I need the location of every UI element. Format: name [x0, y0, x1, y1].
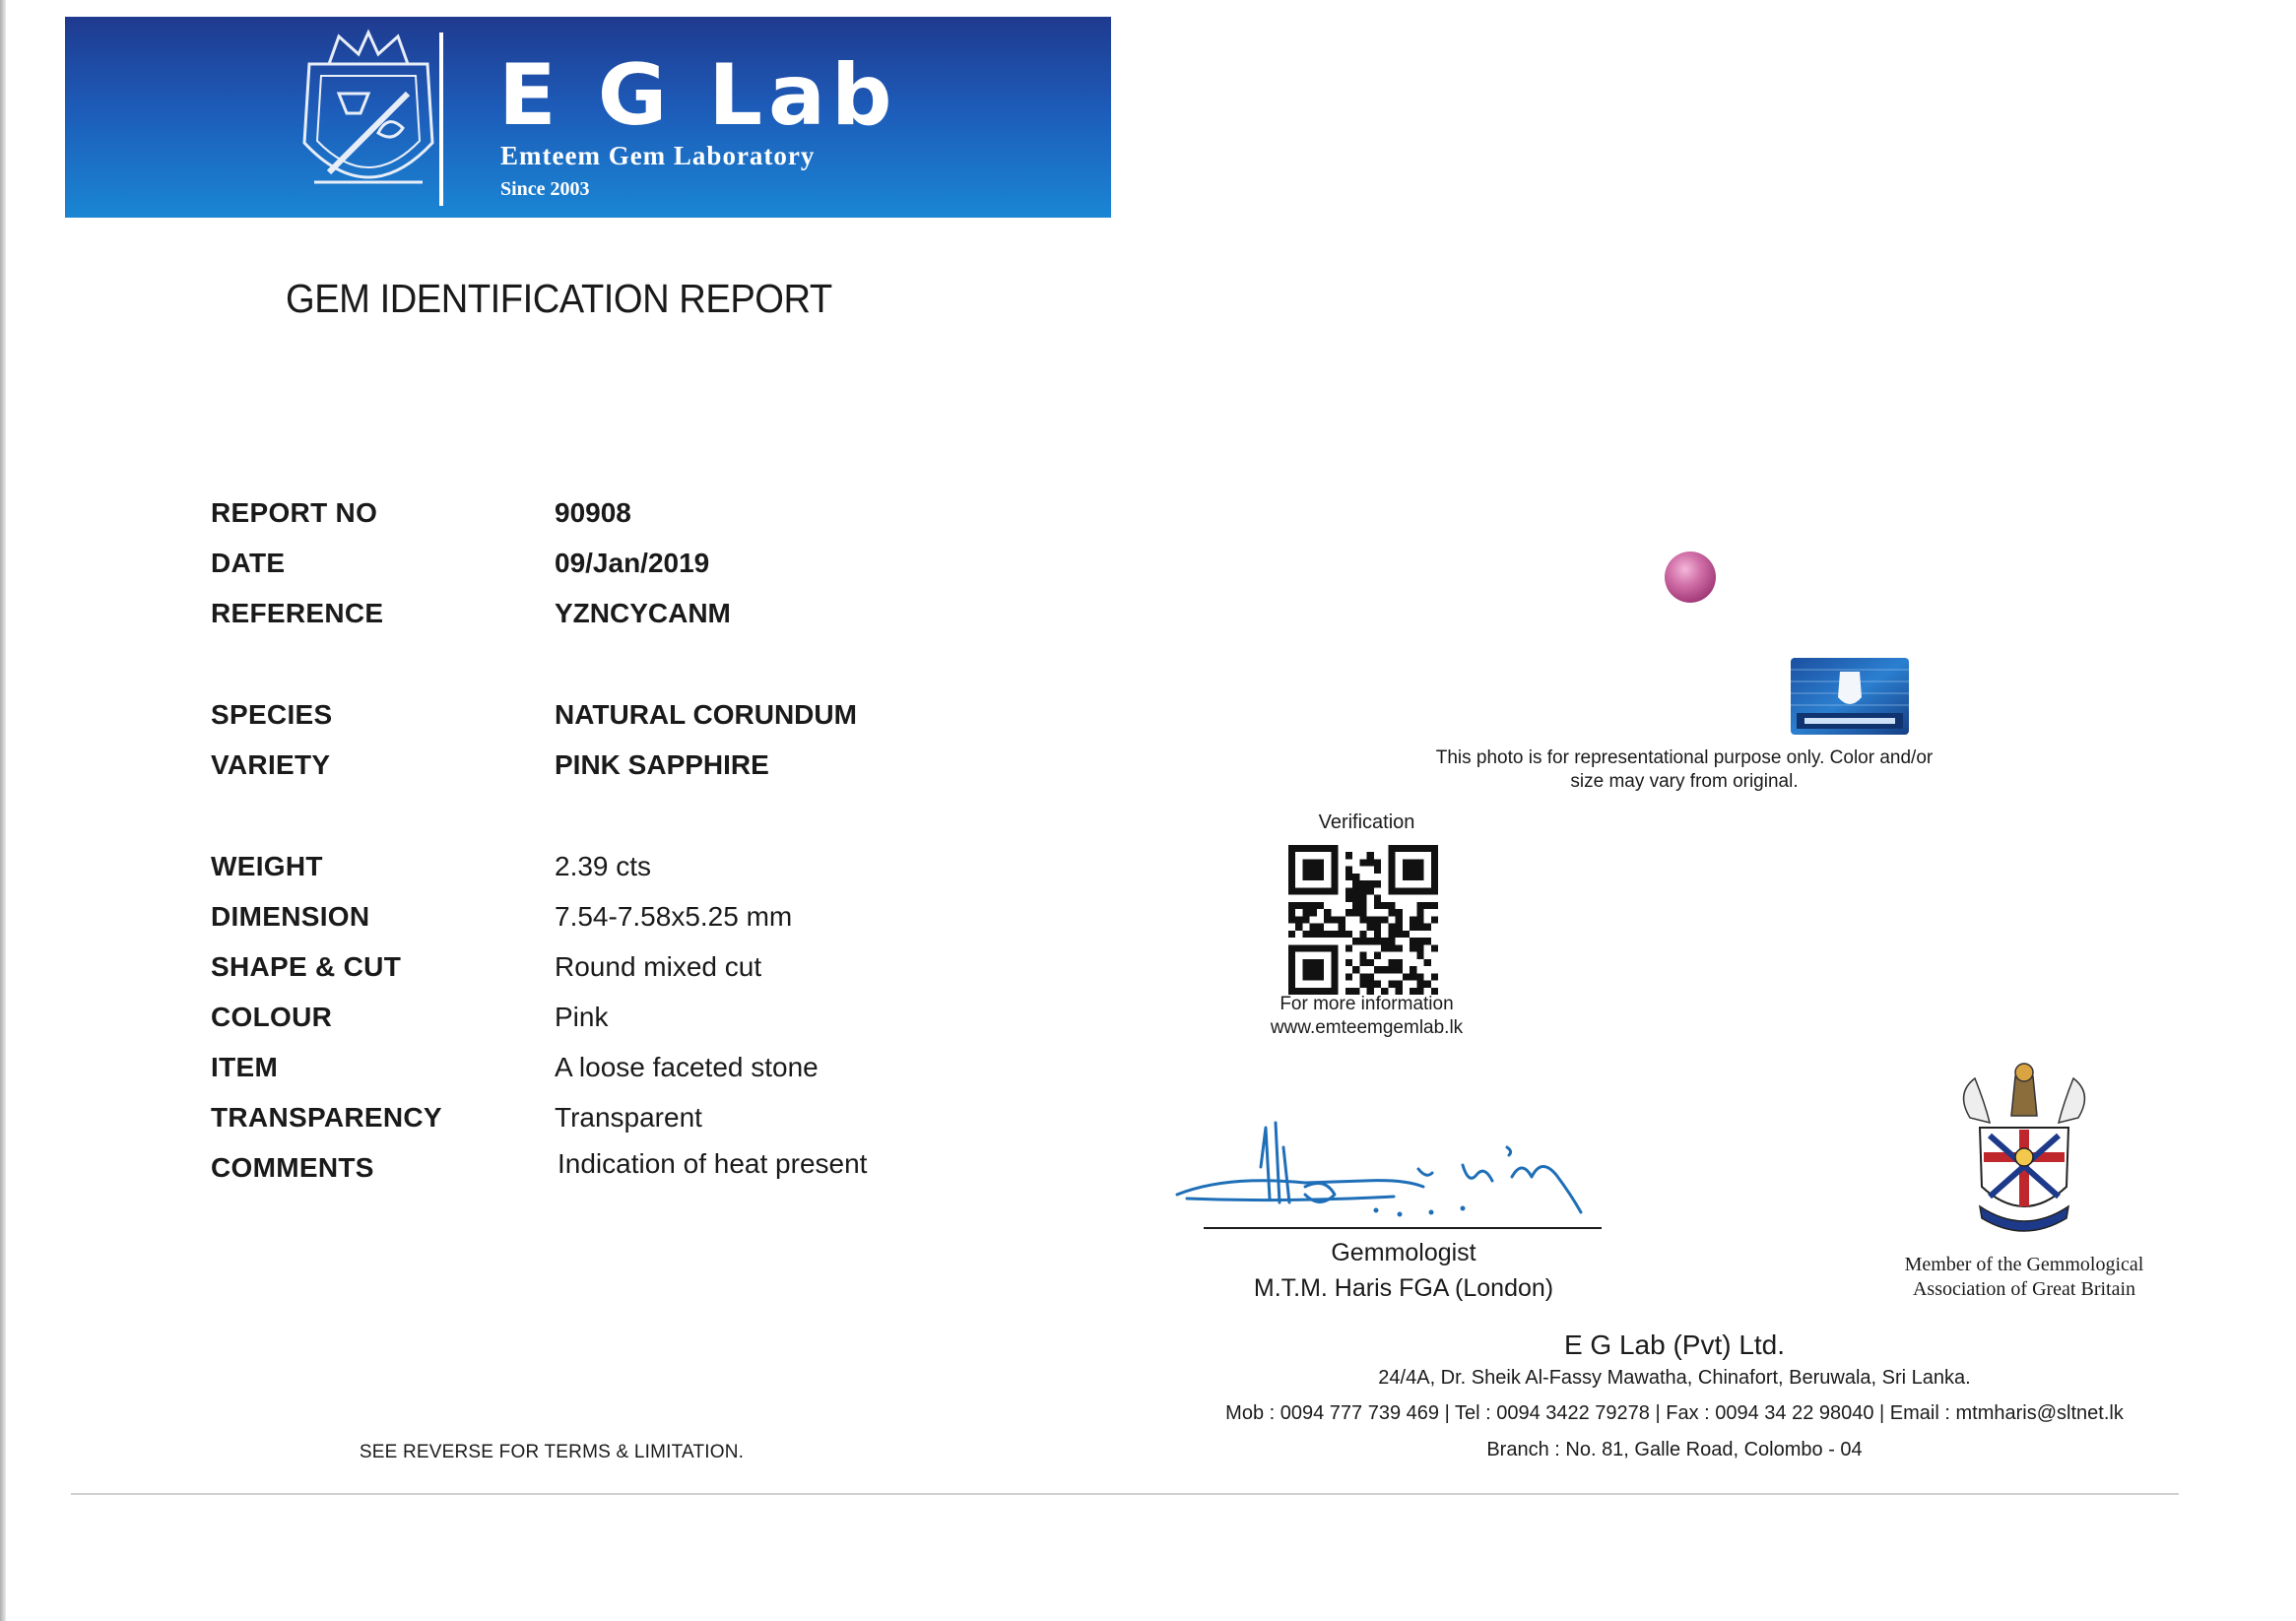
- signature-line: [1204, 1227, 1602, 1229]
- terms-note: SEE REVERSE FOR TERMS & LIMITATION.: [359, 1442, 745, 1462]
- detail-label-transparency: TRANSPARENCY: [211, 1102, 442, 1133]
- detail-label-weight: WEIGHT: [211, 851, 323, 881]
- lab-since: Since 2003: [500, 178, 590, 200]
- detail-label-species: SPECIES: [211, 699, 333, 730]
- detail-label-date: DATE: [211, 548, 286, 578]
- qr-code[interactable]: [1288, 845, 1438, 995]
- detail-value-shape-cut: Round mixed cut: [555, 951, 762, 982]
- detail-value-reference: YZNCYCANM: [555, 598, 731, 628]
- detail-label-variety: VARIETY: [211, 749, 331, 780]
- bottom-rule: [71, 1493, 2179, 1495]
- company-contacts: Mob : 0094 777 739 469 | Tel : 0094 3422 79278 | Fax : 0094 34 22 98040 | Email : mtmharis@sltnet.lk: [1225, 1402, 2124, 1424]
- photo-disclaimer-line-1: This photo is for representational purpose only. Color and/or: [1435, 747, 1934, 768]
- verification-label: Verification: [1318, 811, 1415, 833]
- detail-label-item: ITEM: [211, 1052, 279, 1082]
- company-address: 24/4A, Dr. Sheik Al-Fassy Mawatha, Chinafort, Beruwala, Sri Lanka.: [1378, 1367, 1971, 1389]
- header-banner: [65, 17, 1111, 218]
- gem-photo: [1665, 551, 1716, 603]
- gemmologist-role: Gemmologist: [1331, 1239, 1476, 1266]
- qr-more-info-text: For more information: [1279, 994, 1454, 1014]
- gemmologist-signature: [1167, 1108, 1620, 1226]
- lab-crest-icon: [270, 25, 467, 217]
- detail-value-transparency: Transparent: [555, 1102, 702, 1133]
- company-branch: Branch : No. 81, Galle Road, Colombo - 04: [1486, 1439, 1863, 1460]
- company-name: E G Lab (Pvt) Ltd.: [1563, 1329, 1786, 1360]
- detail-label-shape-cut: SHAPE & CUT: [211, 951, 402, 982]
- lab-name: E G Lab: [498, 46, 898, 145]
- verification-website-link[interactable]: www.emteemgemlab.lk: [1270, 1017, 1464, 1038]
- association-line-2: Association of Great Britain: [1912, 1278, 2136, 1300]
- photo-disclaimer: [1379, 746, 1990, 794]
- detail-value-species: NATURAL CORUNDUM: [555, 699, 857, 730]
- lab-fullname: Emteem Gem Laboratory: [500, 141, 816, 170]
- report-title: GEM IDENTIFICATION REPORT: [286, 276, 832, 321]
- detail-value-report-no: 90908: [555, 497, 631, 528]
- scan-edge-shadow: [0, 0, 6, 1621]
- gemmologist-name: M.T.M. Haris FGA (London): [1253, 1274, 1554, 1302]
- qr-more-info: [1231, 993, 1502, 1040]
- detail-value-weight: 2.39 cts: [555, 851, 652, 881]
- detail-value-dimension: 7.54-7.58x5.25 mm: [555, 901, 793, 932]
- hologram-seal-icon: [1791, 658, 1909, 735]
- association-crest-icon: [1950, 1059, 2098, 1236]
- detail-value-variety: PINK SAPPHIRE: [555, 749, 769, 780]
- detail-value-item: A loose faceted stone: [555, 1052, 819, 1082]
- photo-disclaimer-line-2: size may vary from original.: [1570, 771, 1799, 792]
- detail-label-comments: COMMENTS: [211, 1152, 374, 1183]
- detail-label-colour: COLOUR: [211, 1002, 333, 1032]
- banner-divider: [439, 32, 443, 206]
- detail-label-dimension: DIMENSION: [211, 901, 370, 932]
- association-line-1: Member of the Gemmological: [1904, 1254, 2144, 1275]
- detail-value-date: 09/Jan/2019: [555, 548, 710, 578]
- detail-value-colour: Pink: [555, 1002, 609, 1032]
- detail-label-reference: REFERENCE: [211, 598, 384, 628]
- detail-value-comments: Indication of heat present: [558, 1148, 868, 1179]
- association-membership: [1852, 1253, 2197, 1302]
- detail-label-report-no: REPORT NO: [211, 497, 378, 528]
